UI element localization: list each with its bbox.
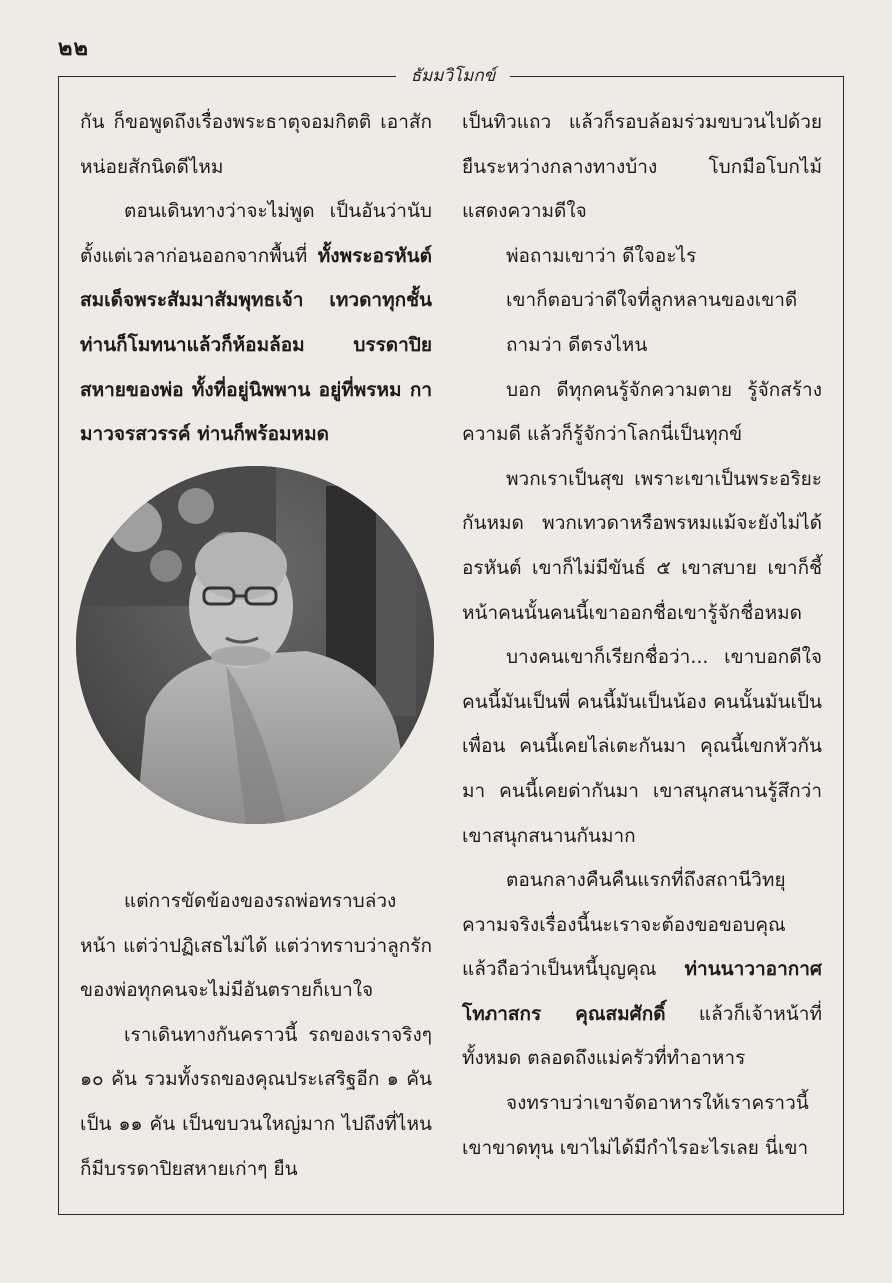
- right-paragraph-6: พวกเราเป็นสุข เพราะเขาเป็นพระอริยะกันหมด พวกเทวดาหรือพรหมแม้จะยังไม่ได้อรหันต์ เขาก็ไม่มีขันธ์ ๕ เขาสบาย เขาก็ชี้หน้าคนนั้นคนนี้เขาออกชื่อเขารู้จักชื่อหมด: [462, 467, 822, 624]
- left-column-top: [80, 100, 432, 457]
- left-paragraph-4: เราเดินทางกันคราวนี้ รถของเราจริงๆ ๑๐ คัน รวมทั้งรถของคุณประเสริฐอีก ๑ คัน เป็น ๑๑ คัน เป็นขบวนใหญ่มาก ไปถึงที่ไหนก็มีบรรดาปิยสหายเก่าๆ ยืน: [80, 1023, 432, 1180]
- frame-top-rule-right: [510, 76, 844, 77]
- left-paragraph-1: กัน ก็ขอพูดถึงเรื่องพระธาตุจอมกิตติ เอาสักหน่อยสักนิดดีไหม: [80, 111, 432, 178]
- left-paragraph-2-bold: ทั้งพระอรหันต์ สมเด็จพระสัมมาสัมพุทธเจ้า เทวดาทุกชั้น ท่านก็โมทนาแล้วก็ห้อมล้อม บรรดาปิยสหายของพ่อ ทั้งที่อยู่นิพพาน อยู่ที่พรหม กามาวจรสวรรค์ ท่านก็พร้อมหมด: [80, 244, 432, 446]
- right-paragraph-8-bold: ท่านนาวาอากาศโทภาสกร คุณสมศักดิ์: [462, 958, 822, 1025]
- monk-portrait-image: [76, 466, 434, 824]
- monk-portrait-photo: [76, 466, 434, 824]
- right-column: [462, 100, 822, 1170]
- right-paragraph-3: เขาก็ตอบว่าดีใจที่ลูกหลานของเขาดี: [506, 289, 798, 312]
- right-paragraph-1: เป็นทิวแถว แล้วก็รอบล้อมร่วมขบวนไปด้วย ยืนระหว่างกลางทางบ้าง โบกมือโบกไม้แสดงความดีใจ: [462, 111, 822, 223]
- right-paragraph-5: บอก ดีทุกคนรู้จักความตาย รู้จักสร้างความดี แล้วก็รู้จักว่าโลกนี่เป็นทุกข์: [462, 378, 822, 446]
- left-paragraph-3: แต่การขัดข้องของรถพ่อทราบล่วงหน้า แต่ว่าปฏิเสธไม่ได้ แต่ว่าทราบว่าลูกรักของพ่อทุกคนจะไม่มีอันตรายก็เบาใจ: [80, 890, 432, 1002]
- left-column-bottom: [80, 879, 432, 1191]
- right-paragraph-8-tail: แล้วก็เจ้าหน้าที่ทั้งหมด ตลอดถึงแม่ครัวที่ทำอาหาร: [462, 1002, 822, 1070]
- right-paragraph-8: [462, 858, 822, 1081]
- left-paragraph-2: [80, 189, 432, 457]
- frame-top-rule-left: [58, 76, 396, 77]
- page-number: ๒๒: [58, 36, 90, 61]
- right-paragraph-4: ถามว่า ดีตรงไหน: [506, 333, 648, 356]
- right-paragraph-7: บางคนเขาก็เรียกชื่อว่า... เขาบอกดีใจคนนี้มันเป็นพี่ คนนี้มันเป็นน้อง คนนั้นมันเป็นเพื่อน คนนี้เคยไล่เตะกันมา คุณนี้เขกหัวกันมา คนนี้เคยด่ากันมา เขาสนุกสนานรู้สึกว่าเขาสนุกสนานกันมาก: [462, 646, 822, 847]
- left-paragraph-2-text: ตอนเดินทางว่าจะไม่พูด เป็นอันว่านับตั้งแต่เวลาก่อนออกจากพื้นที่: [80, 200, 432, 267]
- right-paragraph-8-text: ตอนกลางคืนคืนแรกที่ถึงสถานีวิทยุ ความจริงเรื่องนี้นะเราจะต้องขอขอบคุณ แล้วถือว่าเป็นหนี้บุญคุณ: [462, 869, 786, 981]
- right-paragraph-2: พ่อถามเขาว่า ดีใจอะไร: [506, 244, 697, 267]
- running-title: ธัมมวิโมกข์: [410, 66, 496, 86]
- right-paragraph-9: จงทราบว่าเขาจัดอาหารให้เราคราวนี้ เขาขาดทุน เขาไม่ได้มีกำไรอะไรเลย นี่เขา: [462, 1092, 809, 1159]
